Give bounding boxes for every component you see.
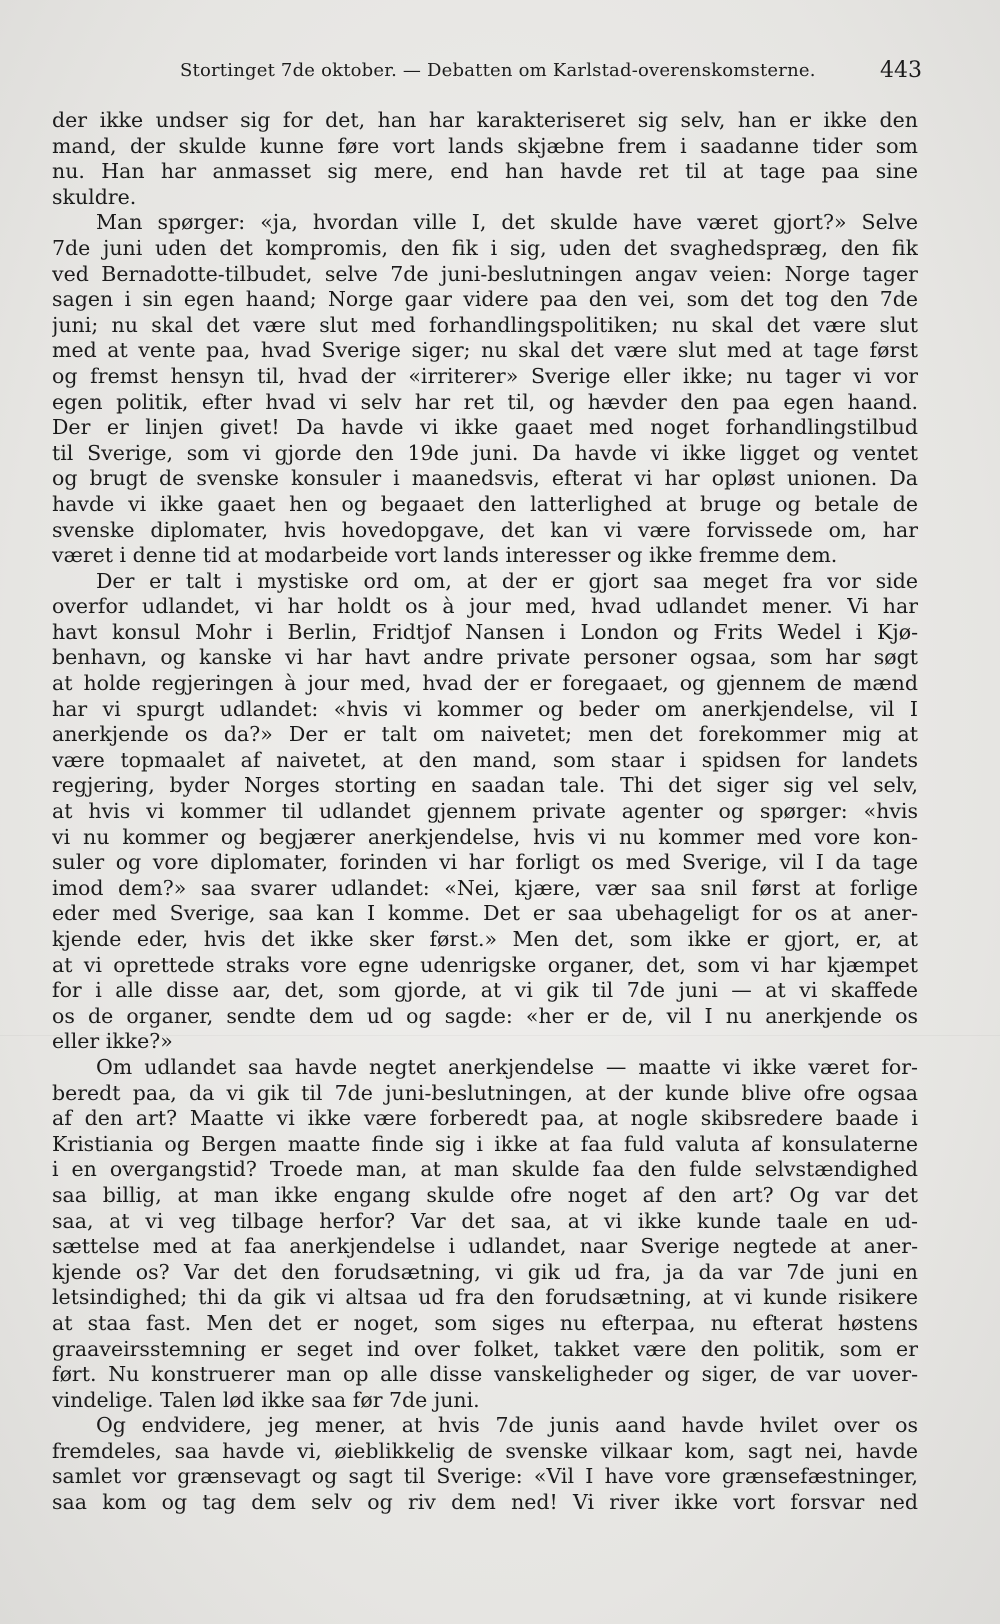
text-line: være topmaalet af naivetet, at den mand, som staar i spidsen for landets: [52, 747, 918, 772]
text-line: eller ikke?»: [52, 1029, 173, 1054]
text-line: nu. Han har anmasset sig mere, end han havde ret til at tage paa sine: [52, 159, 918, 184]
text-line: fremdeles, saa havde vi, øieblikkelig de svenske vilkaar kom, sagt nei, havde: [52, 1438, 918, 1463]
text-line: ved Bernadotte-tilbudet, selve 7de juni-beslutningen angav veien: Norge tager: [52, 261, 918, 286]
text-line: for i alle disse aar, det, som gjorde, at vi gik til 7de juni — at vi skaffede: [52, 978, 918, 1003]
text-line: Kristiania og Bergen maatte finde sig i ikke at faa fuld valuta af konsulaterne: [52, 1131, 918, 1156]
text-line: Man spørger: «ja, hvordan ville I, det skulde have været gjort?» Selve: [96, 210, 918, 235]
text-line: med at vente paa, hvad Sverige siger; nu skal det være slut med at tage først: [52, 338, 918, 363]
text-line: saa billig, at man ikke engang skulde ofre noget af den art? Og var det: [52, 1182, 918, 1207]
text-line: saa, at vi veg tilbage herfor? Var det saa, at vi ikke kunde taale en ud-: [52, 1208, 918, 1233]
text-line: har vi spurgt udlandet: «hvis vi kommer og beder om anerkjendelse, vil I: [52, 696, 918, 721]
text-line: os de organer, sendte dem ud og sagde: «her er de, vil I nu anerkjende os: [52, 1003, 918, 1028]
text-line: eder med Sverige, saa kan I komme. Det er saa ubehageligt for os at aner-: [52, 901, 918, 926]
text-line: at vi oprettede straks vore egne udenrigske organer, det, som vi har kjæmpet: [52, 952, 918, 977]
text-line: saa kom og tag dem selv og riv dem ned! Vi river ikke vort forsvar ned: [52, 1490, 918, 1515]
text-line: der ikke undser sig for det, han har karakteriseret sig selv, han er ikke den: [52, 108, 918, 132]
text-line: i en overgangstid? Troede man, at man skulde faa den fulde selvstændighed: [52, 1157, 918, 1182]
text-line: samlet vor grænsevagt og sagt til Sverige: «Vil I have vore grænsefæstninger,: [52, 1464, 918, 1489]
text-line: letsindighed; thi da gik vi altsaa ud fra den forudsætning, at vi kunde risikere: [52, 1285, 918, 1310]
text-line: regjering, byder Norges storting en saadan tale. Thi det siger sig vel selv,: [52, 773, 918, 798]
text-line: svenske diplomater, hvis hovedopgave, det kan vi være forvissede om, har: [52, 517, 918, 542]
text-line: vindelige. Talen lød ikke saa før 7de juni.: [52, 1387, 480, 1412]
text-line: skuldre.: [52, 184, 137, 209]
text-line: at holde regjeringen à jour med, hvad der er foregaaet, og gjennem de mænd: [52, 671, 918, 696]
text-line: vi nu kommer og begjærer anerkjendelse, hvis vi nu kommer med vore kon-: [52, 824, 918, 849]
text-line: sættelse med at faa anerkjendelse i udlandet, naar Sverige negtede at aner-: [52, 1234, 918, 1259]
text-line: havt konsul Mohr i Berlin, Fridtjof Nansen i London og Frits Wedel i Kjø-: [52, 619, 918, 644]
header-title: Stortinget 7de oktober. — Debatten om Karlstad-overenskomsterne.: [180, 60, 816, 81]
text-line: overfor udlandet, vi har holdt os à jour med, hvad udlandet mener. Vi har: [52, 594, 918, 619]
text-line: Der er talt i mystiske ord om, at der er gjort saa meget fra vor side: [96, 568, 918, 593]
text-line: af den art? Maatte vi ikke være forberedt paa, at nogle skibsredere baade i: [52, 1106, 918, 1131]
text-line: mand, der skulde kunne føre vort lands skjæbne frem i saadanne tider som: [52, 133, 918, 158]
text-line: og fremst hensyn til, hvad der «irriterer» Sverige eller ikke; nu tager vi vor: [52, 363, 918, 388]
text-line: Og endvidere, jeg mener, at hvis 7de junis aand havde hvilet over os: [96, 1413, 918, 1438]
running-header: [180, 60, 922, 90]
page-number: 443: [880, 58, 922, 83]
text-line: imod dem?» saa svarer udlandet: «Nei, kjære, vær saa snil først at forlige: [52, 875, 918, 900]
text-line: benhavn, og kanske vi har havt andre private personer ogsaa, som har søgt: [52, 645, 918, 670]
text-line: havde vi ikke gaaet hen og begaaet den latterlighed at bruge og betale de: [52, 491, 918, 516]
text-line: ført. Nu konstruerer man op alle disse vanskeligheder og siger, de var uover-: [52, 1362, 918, 1387]
text-line: 7de juni uden det kompromis, den fik i sig, uden det svaghedspræg, den fik: [52, 235, 918, 260]
text-line: at hvis vi kommer til udlandet gjennem private agenter og spørger: «hvis: [52, 799, 918, 824]
text-line: kjende os? Var det den forudsætning, vi gik ud fra, ja da var 7de juni en: [52, 1259, 918, 1284]
text-line: sagen i sin egen haand; Norge gaar videre paa den vei, som det tog den 7de: [52, 287, 918, 312]
text-line: beredt paa, da vi gik til 7de juni-beslutningen, at der kunde blive ofre ogsaa: [52, 1080, 918, 1105]
text-line: og brugt de svenske konsuler i maanedsvis, efterat vi har opløst unionen. Da: [52, 466, 918, 491]
text-line: Om udlandet saa havde negtet anerkjendelse — maatte vi ikke været for-: [96, 1054, 918, 1079]
text-line: egen politik, efter hvad vi selv har ret til, og hævder den paa egen haand.: [52, 389, 918, 414]
body-text: [52, 108, 918, 1516]
text-line: Der er linjen givet! Da havde vi ikke gaaet med noget forhandlingstilbud: [52, 415, 918, 440]
text-line: kjende eder, hvis det ikke sker først.» Men det, som ikke er gjort, er, at: [52, 927, 918, 951]
text-line: anerkjende os da?» Der er talt om naivetet; men det forekommer mig at: [52, 722, 918, 747]
text-line: at staa fast. Men det er noget, som siges nu efterpaa, nu efterat høstens: [52, 1310, 918, 1335]
text-line: graaveirsstemning er seget ind over folket, takket være den politik, som er: [52, 1336, 918, 1361]
text-line: suler og vore diplomater, forinden vi har forligt os med Sverige, vil I da tage: [52, 850, 918, 875]
text-line: været i denne tid at modarbeide vort lands interesser og ikke fremme dem.: [52, 543, 838, 568]
text-line: juni; nu skal det være slut med forhandlingspolitiken; nu skal det være slut: [52, 312, 918, 337]
text-line: til Sverige, som vi gjorde den 19de juni. Da havde vi ikke ligget og ventet: [52, 440, 918, 465]
